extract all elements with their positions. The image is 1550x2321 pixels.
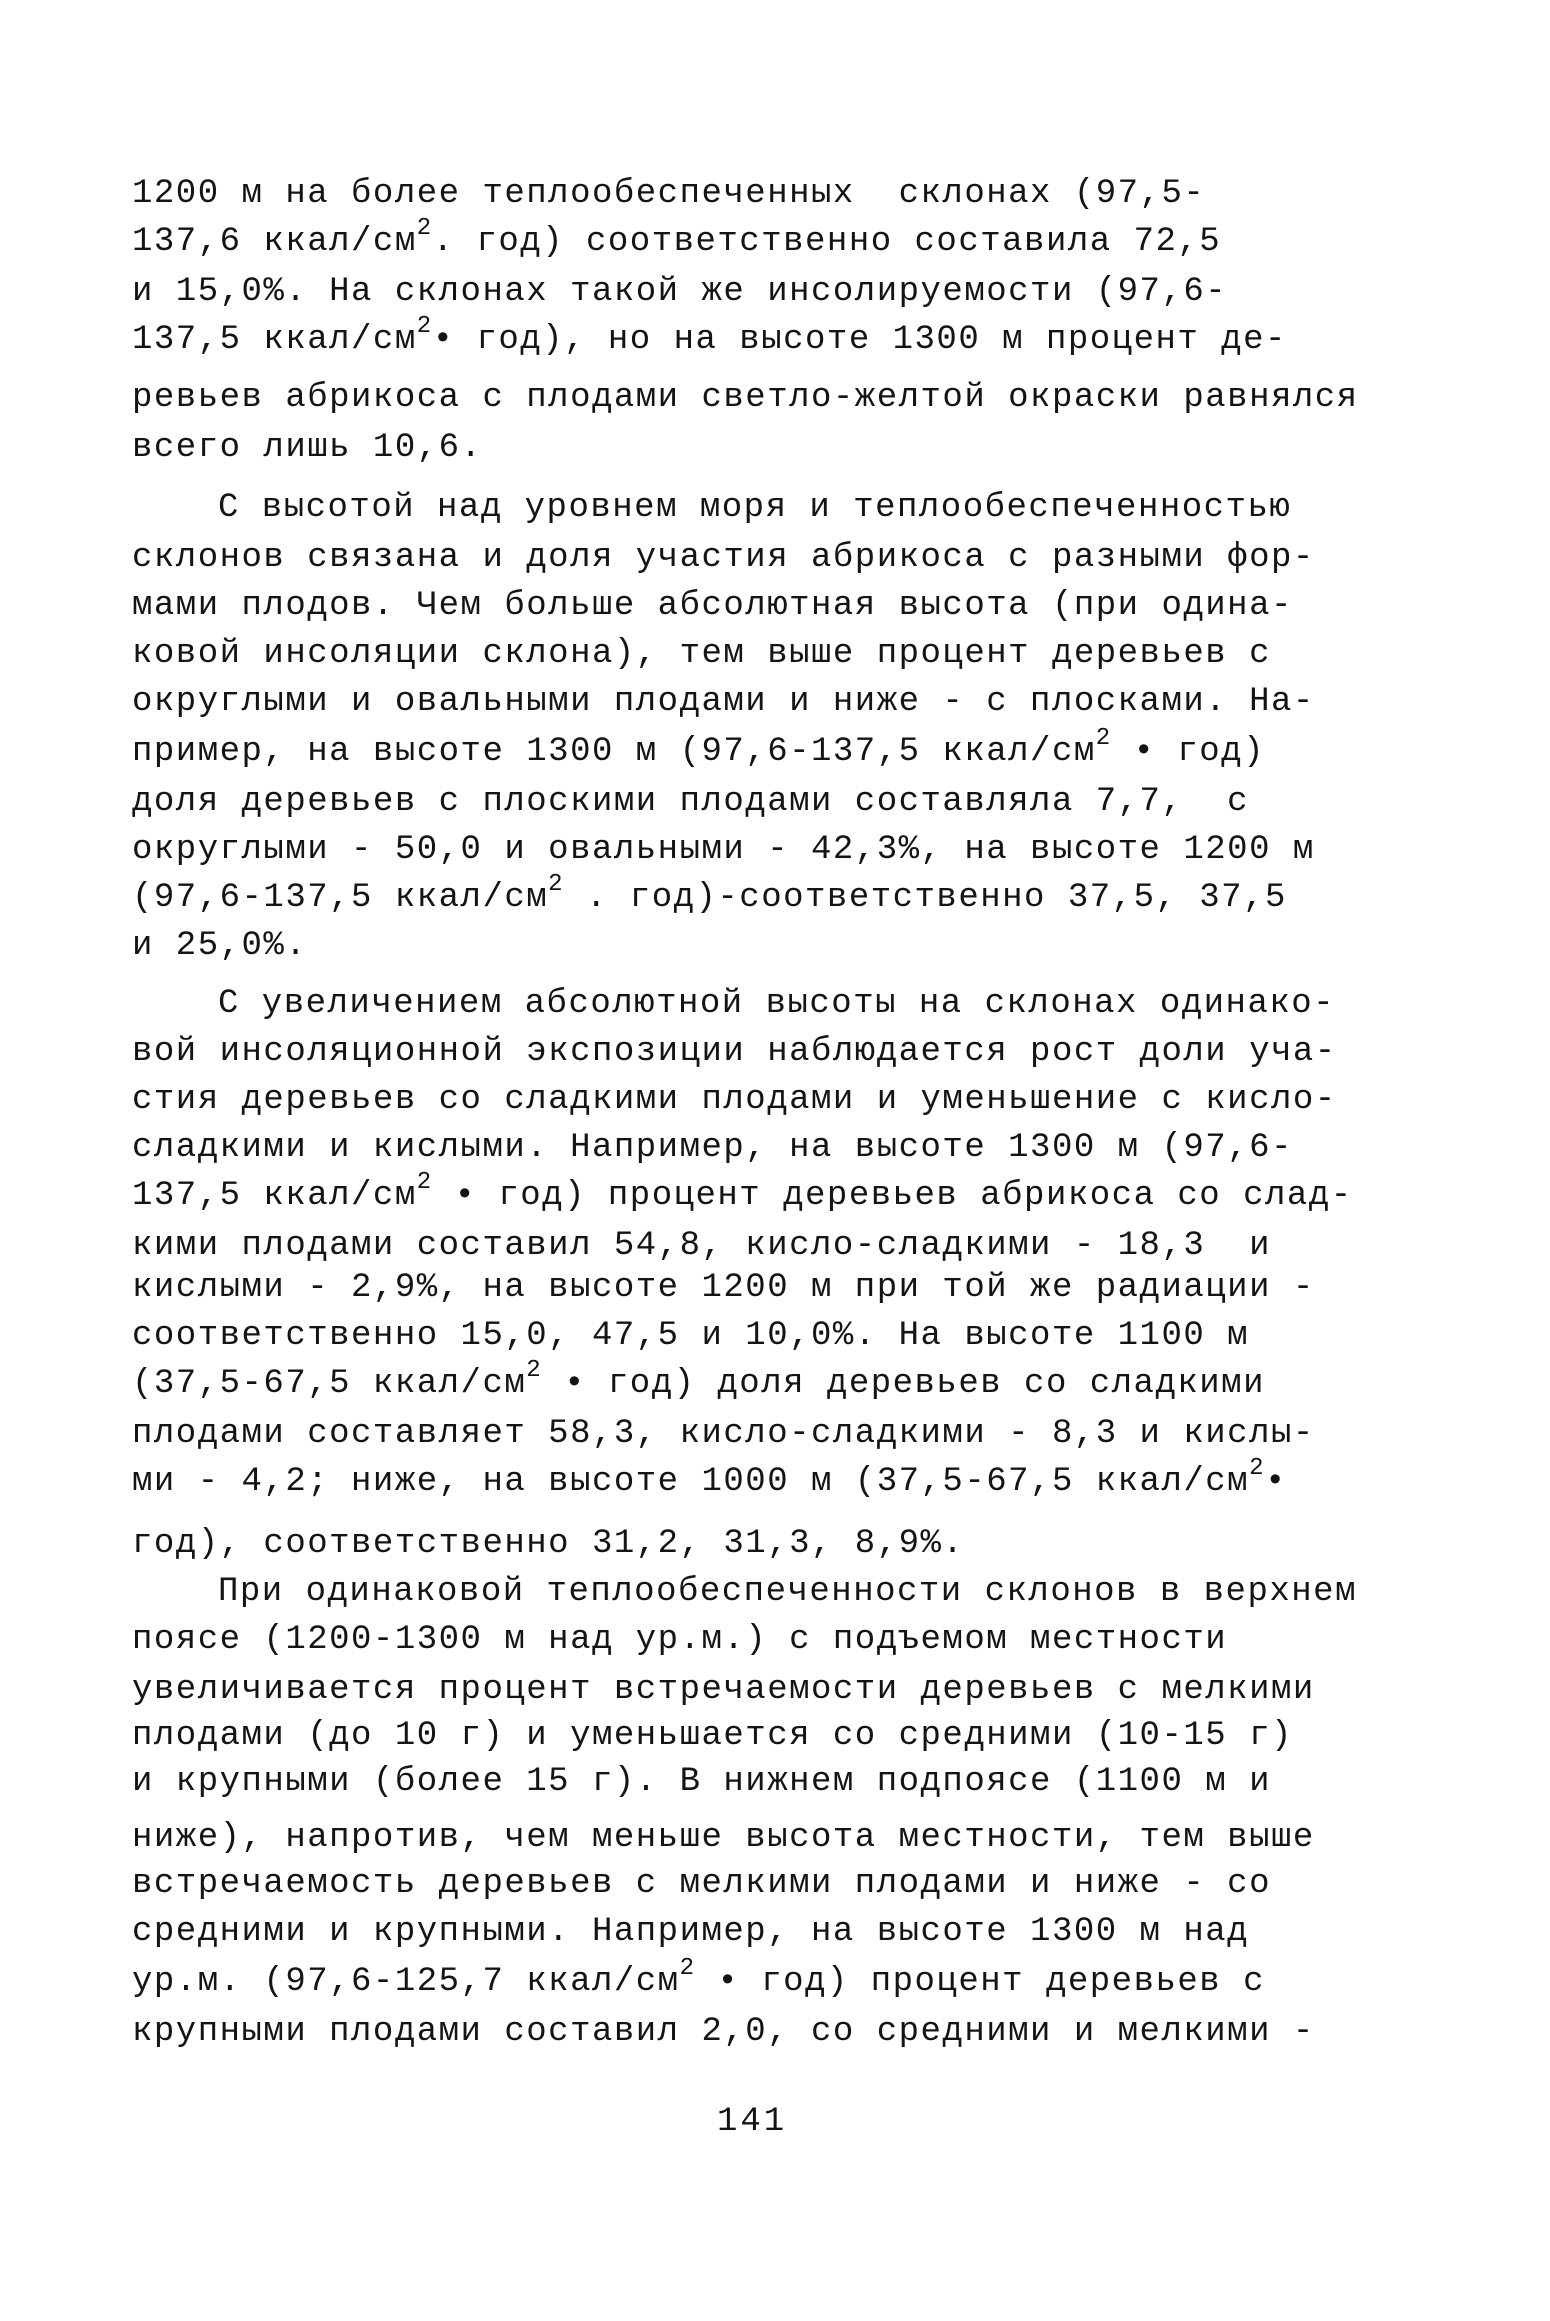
superscript: 2 — [548, 870, 565, 898]
text-line: стия деревьев со сладкими плодами и уменьшение с кисло- — [132, 1081, 1337, 1119]
superscript: 2 — [526, 1356, 543, 1384]
text-line: ковой инсоляции склона), тем выше процент деревьев с — [132, 635, 1271, 673]
text-line: округлыми и овальными плодами и ниже - с плосками. На- — [132, 683, 1315, 721]
text-line: кислыми - 2,9%, на высоте 1200 м при той же радиации - — [132, 1269, 1315, 1307]
page-number: 141 — [717, 2103, 788, 2141]
text-line: и 25,0%. — [132, 927, 308, 965]
text-line: (37,5-67,5 ккал/$см^2$ • год) доля деревьев со сладкими — [132, 1356, 1265, 1403]
text-line: средними и крупными. Например, на высоте 1300 м над — [132, 1913, 1250, 1951]
text-line: С увеличением абсолютной высоты на склонах одинако- — [218, 985, 1336, 1023]
text-line: вой инсоляционной экспозиции наблюдается рост доли уча- — [132, 1033, 1337, 1071]
text-line: увеличивается процент встречаемости деревьев с мелкими — [132, 1671, 1315, 1709]
text-line: соответственно 15,0, 47,5 и 10,0%. На высоте 1100 м — [132, 1317, 1250, 1355]
text-line: С высотой над уровнем моря и теплообеспеченностью — [218, 489, 1292, 527]
text-line: 137,5 ккал/$см^2•$ год), но на высоте 1300 м процент де- — [132, 312, 1287, 359]
superscript: 2 — [1249, 1454, 1265, 1482]
text-line: крупными плодами составил 2,0, со средними и мелкими - — [132, 2013, 1315, 2051]
superscript: 2 — [416, 312, 433, 340]
text-line: и 15,0%. На склонах такой же инсолируемости (97,6- — [132, 273, 1228, 311]
text-line: и крупными (более 15 г). В нижнем подпоясе (1100 м и — [132, 1763, 1271, 1801]
text-line: кими плодами составил 54,8, кисло-сладкими - 18,3 и — [132, 1227, 1271, 1265]
text-line: (97,6-137,5 ккал/$см^2$ . год)-соответственно 37,5, 37,5 — [132, 870, 1287, 917]
text-line: ми - 4,2; ниже, на высоте 1000 м (37,5-67,5 ккал/$см^2•$ — [132, 1454, 1287, 1501]
text-line: сладкими и кислыми. Например, на высоте 1300 м (97,6- — [132, 1129, 1293, 1167]
text-line: плодами (до 10 г) и уменьшается со средними (10-15 г) — [132, 1717, 1293, 1755]
text-line: доля деревьев с плоскими плодами составляла 7,7, с — [132, 783, 1250, 821]
text-line: ниже), напротив, чем меньше высота местности, тем выше — [132, 1819, 1315, 1857]
superscript: 2 — [679, 1954, 696, 1982]
text-line: всего лишь 10,6. — [132, 429, 483, 467]
text-line: ур.м. (97,6-125,7 ккал/$см^2$ • год) процент деревьев с — [132, 1954, 1265, 2001]
text-line: пример, на высоте 1300 м (97,6-137,5 ккал/$см^2$ • год) — [132, 724, 1265, 771]
text-line: год), соответственно 31,2, 31,3, 8,9%. — [132, 1525, 965, 1563]
text-line: 137,6 ккал/$см^2$. год) соответственно составила 72,5 — [132, 214, 1222, 261]
text-line: поясе (1200-1300 м над ур.м.) с подъемом местности — [132, 1621, 1228, 1659]
text-line: 1200 м на более теплообеспеченных склонах (97,5- — [132, 175, 1206, 213]
text-line: 137,5 ккал/$см^2$ • год) процент деревьев абрикоса со слад- — [132, 1168, 1353, 1215]
text-line: При одинаковой теплообеспеченности склонов в верхнем — [218, 1573, 1357, 1611]
text-line: мами плодов. Чем больше абсолютная высота (при одина- — [132, 587, 1293, 625]
text-line: округлыми - 50,0 и овальными - 42,3%, на высоте 1200 м — [132, 831, 1315, 869]
text-line: плодами составляет 58,3, кисло-сладкими - 8,3 и кислы- — [132, 1415, 1315, 1453]
superscript: 2 — [416, 214, 433, 242]
text-line: встречаемость деревьев с мелкими плодами и ниже - со — [132, 1865, 1271, 1903]
superscript: 2 — [416, 1168, 433, 1196]
text-line: склонов связана и доля участия абрикоса с разными фор- — [132, 539, 1315, 577]
superscript: 2 — [1095, 724, 1112, 752]
text-line: ревьев абрикоса с плодами светло-желтой окраски равнялся — [132, 379, 1359, 417]
